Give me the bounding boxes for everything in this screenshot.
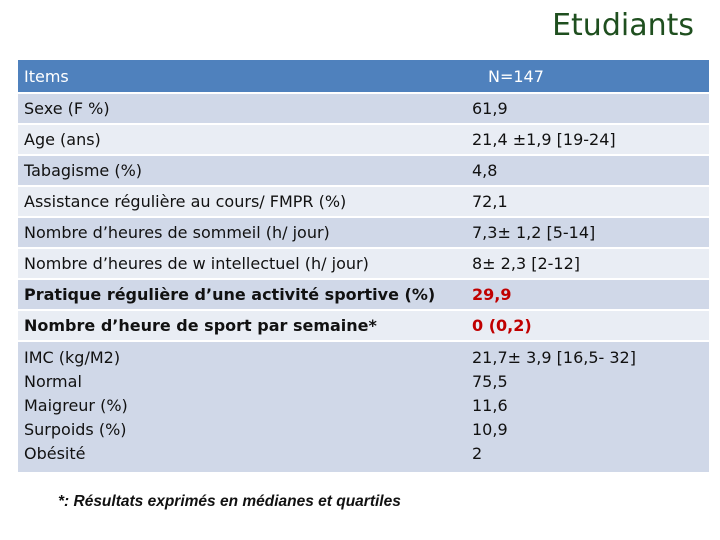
imc-labels [18, 341, 466, 473]
table-row [18, 93, 709, 124]
row-value: 21,4 ±1,9 [19-24] [466, 124, 709, 155]
imc-value: 21,7± 3,9 [16,5- 32] [472, 348, 636, 367]
row-label: Sexe (F %) [18, 93, 466, 124]
row-value: 61,9 [466, 93, 709, 124]
table-header-row [18, 60, 709, 93]
row-label: Nombre d’heures de sommeil (h/ jour) [18, 217, 466, 248]
row-label: Nombre d’heures de w intellectuel (h/ jour) [18, 248, 466, 279]
row-value: 8± 2,3 [2-12] [466, 248, 709, 279]
imc-label: Surpoids (%) [24, 420, 127, 439]
imc-label: Normal [24, 372, 82, 391]
header-items: Items [18, 60, 466, 93]
row-label: Nombre d’heure de sport par semaine* [18, 310, 466, 341]
row-label: Assistance régulière au cours/ FMPR (%) [18, 186, 466, 217]
imc-values [466, 341, 709, 473]
table-row [18, 279, 709, 310]
imc-label: Obésité [24, 444, 86, 463]
table-row [18, 186, 709, 217]
row-label: Age (ans) [18, 124, 466, 155]
imc-value: 2 [472, 444, 483, 463]
row-label: Pratique régulière d’une activité sportive (%) [18, 279, 466, 310]
table-row [18, 217, 709, 248]
imc-value: 11,6 [472, 396, 508, 415]
header-n: N=147 [466, 60, 709, 93]
row-value: 4,8 [466, 155, 709, 186]
imc-value: 10,9 [472, 420, 508, 439]
table-row [18, 310, 709, 341]
row-value-highlight: 0 (0,2) [466, 310, 709, 341]
page-title: Etudiants [552, 8, 694, 43]
row-value: 7,3± 1,2 [5-14] [466, 217, 709, 248]
table-row [18, 124, 709, 155]
row-label: Tabagisme (%) [18, 155, 466, 186]
results-table [18, 60, 709, 474]
footnote: *: Résultats exprimés en médianes et quartiles [58, 493, 401, 510]
row-value: 72,1 [466, 186, 709, 217]
imc-label: Maigreur (%) [24, 396, 128, 415]
table-row [18, 248, 709, 279]
row-value-highlight: 29,9 [466, 279, 709, 310]
imc-label: IMC (kg/M2) [24, 348, 121, 367]
imc-value: 75,5 [472, 372, 508, 391]
table-row-imc [18, 341, 709, 473]
table-row [18, 155, 709, 186]
